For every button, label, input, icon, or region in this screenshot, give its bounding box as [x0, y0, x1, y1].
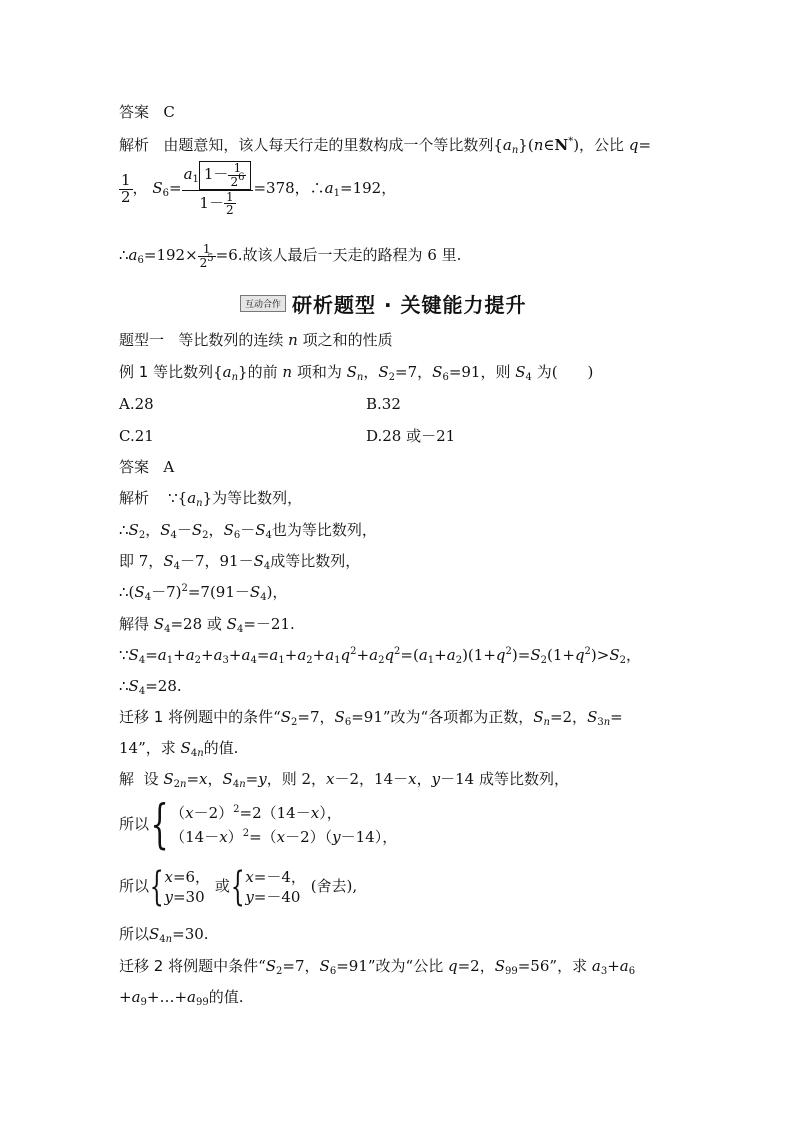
- example-label: 例 1: [119, 363, 149, 381]
- transfer1-system-2: 所以{x=6， y=30 或{x=－4， y=－40 (舍去),: [119, 864, 358, 910]
- prev-conclusion-line: $\therefore a_6=192\times$ $\frac{1}{2^5}$ =6.故该人最后一天走的路程为 6 里.: [119, 242, 462, 270]
- analysis1-line-1: 解析 $\because\{a_n\}$为等比数列，: [119, 489, 303, 509]
- transfer1-final: 所以$S_{4n}=30$.: [119, 925, 209, 945]
- section-heading: 研析题型 · 关键能力提升: [292, 293, 527, 317]
- section-title: [240, 289, 527, 318]
- transfer1-line-2: 14”，求 $S_{4n}$的值.: [119, 739, 239, 759]
- section-badge: 互动合作: [240, 295, 286, 312]
- transfer1-solution-1: 解 设 $S_{2n}=x$，$S_{4n}=y$，则 2，x－2，14－x，y－14 成等比数列，: [119, 770, 569, 790]
- choices-row-2: [119, 426, 154, 446]
- analysis1-line-4: $\therefore(S_4-7)^2=7(91-S_4)$，: [119, 583, 288, 603]
- prev-analysis-line-1: 解析 由题意知，该人每天行走的里数构成一个等比数列$\{a_n\}(n\in N^*)$，公比 q=: [119, 136, 652, 156]
- analysis1-line-5: 解得 $S_4=28$ 或 $S_4=-21$.: [119, 615, 295, 635]
- example1-stem: 例 1 等比数列$\{a_n\}$的前 n 项和为 $S_n$，$S_2=7$，$S_6=91$，则 $S_4$ 为( ): [119, 363, 594, 383]
- choice-a: A.28: [119, 395, 154, 413]
- analysis1-line-6: $\because S_4=a_1+a_2+a_3+a_4=a_1+a_2+a_1q^2+a_2q^2=(a_1+a_2)(1+q^2)=S_2(1+q^2)>S_2$，: [119, 646, 642, 666]
- transfer2-line-1: 迁移 2 将例题中条件“$S_2=7$，$S_6=91$”改为“公比 q=2，$S_{99}=56$”，求 $a_3+a_6$: [119, 957, 636, 977]
- analysis1-line-3: 即 7，$S_4-7$，$91-S_4$成等比数列，: [119, 552, 361, 572]
- prev-analysis-line-2: $\frac{1}{2}$ ， $S_6=$ $a_1$ 1－ $\frac{1}{2^6}$ 1－ $\frac{1}{2}$ =378，$\therefore a_1=192$，: [121, 161, 397, 218]
- prev-answer-line: [119, 102, 175, 122]
- choice-d: D.28 或－21: [366, 427, 456, 445]
- transfer1-line-1: 迁移 1 将例题中的条件“$S_2=7$，$S_6=91$”改为“各项都为正数，$S_n=2$，$S_{3n}=$: [119, 708, 623, 728]
- s6-fraction: $a_1$ 1－ $\frac{1}{2^6}$ 1－ $\frac{1}{2}$: [182, 161, 254, 216]
- analysis-text: 由题意知，该人每天行走的里数构成一个等比数列{: [163, 136, 503, 154]
- type1-heading: 题型一 等比数列的连续 n 项之和的性质: [119, 331, 393, 349]
- fraction-half: $\frac{1}{2}$: [121, 170, 131, 206]
- choice-b: B.32: [366, 395, 401, 413]
- answer-label: 答案: [119, 103, 150, 121]
- transfer1-system-1: 所以{$(x-2)^2=2(14-x)$， $(14-x)^2=(x-2)(y-14)$，: [119, 795, 398, 855]
- analysis1-line-2: $\therefore S_2$，$S_4-S_2$，$S_6-S_4$也为等比数列，: [119, 521, 377, 541]
- analysis-label: 解析: [119, 136, 150, 154]
- choice-c: C.21: [119, 427, 154, 445]
- answer-value: C: [163, 103, 175, 121]
- analysis1-line-7: $\therefore S_4=28$.: [119, 677, 182, 697]
- choices-row-1: [119, 394, 154, 414]
- left-brace: {: [150, 795, 169, 855]
- transfer2-line-2: $+a_9+\dots+a_{99}$的值.: [119, 988, 244, 1008]
- answer1-line: 答案 A: [119, 458, 175, 476]
